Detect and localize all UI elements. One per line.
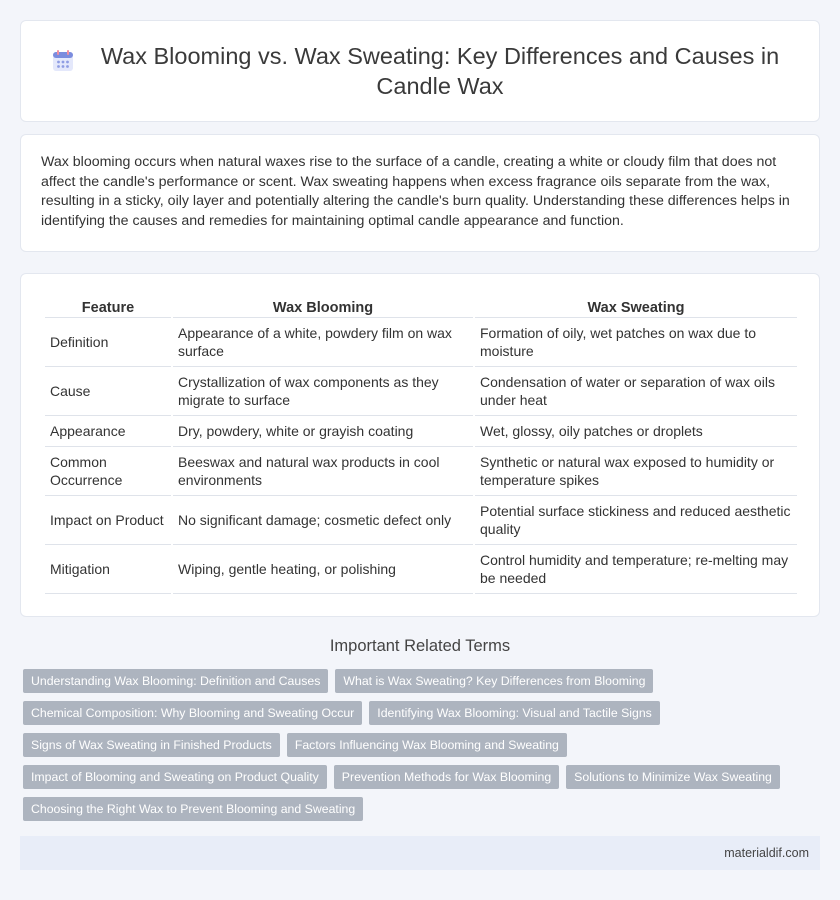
row-feature: Common Occurrence bbox=[45, 447, 171, 496]
row-sweating: Control humidity and temperature; re-melting may be needed bbox=[475, 545, 797, 594]
table-row bbox=[45, 318, 797, 367]
row-sweating: Condensation of water or separation of wax oils under heat bbox=[475, 367, 797, 416]
row-sweating: Wet, glossy, oily patches or droplets bbox=[475, 416, 797, 447]
row-feature: Cause bbox=[45, 367, 171, 416]
table-header-row bbox=[45, 294, 797, 318]
related-term-link[interactable]: Identifying Wax Blooming: Visual and Tactile Signs bbox=[369, 701, 660, 725]
table-row bbox=[45, 447, 797, 496]
comparison-table-card bbox=[20, 273, 820, 617]
row-sweating: Potential surface stickiness and reduced aesthetic quality bbox=[475, 496, 797, 545]
calendar-icon bbox=[50, 48, 76, 74]
related-terms-list bbox=[23, 669, 813, 821]
intro-paragraph: Wax blooming occurs when natural waxes rise to the surface of a candle, creating a white or cloudy film that does not affect the candle's performance or scent. Wax sweating happens when excess fragrance oils separate from the wax, resulting in a sticky, oily layer and potentially altering the candle's burn quality. Understanding these differences helps in identifying the causes and remedies for maintaining optimal candle appearance and function. bbox=[41, 154, 790, 229]
row-blooming: Beeswax and natural wax products in cool environments bbox=[173, 447, 473, 496]
related-term-link[interactable]: Impact of Blooming and Sweating on Product Quality bbox=[23, 765, 327, 789]
related-term-link[interactable]: Signs of Wax Sweating in Finished Products bbox=[23, 733, 280, 757]
row-blooming: Wiping, gentle heating, or polishing bbox=[173, 545, 473, 594]
table-row bbox=[45, 367, 797, 416]
row-blooming: No significant damage; cosmetic defect only bbox=[173, 496, 473, 545]
header-wax-sweating: Wax Sweating bbox=[475, 294, 797, 318]
related-term-link[interactable]: Prevention Methods for Wax Blooming bbox=[334, 765, 559, 789]
comparison-table bbox=[43, 294, 799, 594]
related-term-link[interactable]: What is Wax Sweating? Key Differences from Blooming bbox=[335, 669, 653, 693]
row-feature: Definition bbox=[45, 318, 171, 367]
row-sweating: Synthetic or natural wax exposed to humidity or temperature spikes bbox=[475, 447, 797, 496]
row-sweating: Formation of oily, wet patches on wax due to moisture bbox=[475, 318, 797, 367]
page-title: Wax Blooming vs. Wax Sweating: Key Differences and Causes in Candle Wax bbox=[100, 43, 780, 99]
header-feature: Feature bbox=[45, 294, 171, 318]
related-term-link[interactable]: Chemical Composition: Why Blooming and Sweating Occur bbox=[23, 701, 362, 725]
row-blooming: Appearance of a white, powdery film on wax surface bbox=[173, 318, 473, 367]
row-feature: Appearance bbox=[45, 416, 171, 447]
footer bbox=[20, 836, 820, 870]
table-row bbox=[45, 496, 797, 545]
related-terms-heading: Important Related Terms bbox=[329, 637, 511, 655]
table-row bbox=[45, 545, 797, 594]
row-blooming: Dry, powdery, white or grayish coating bbox=[173, 416, 473, 447]
header-wax-blooming: Wax Blooming bbox=[173, 294, 473, 318]
row-feature: Impact on Product bbox=[45, 496, 171, 545]
related-term-link[interactable]: Factors Influencing Wax Blooming and Sweating bbox=[287, 733, 567, 757]
intro-card bbox=[20, 134, 820, 252]
row-blooming: Crystallization of wax components as they migrate to surface bbox=[173, 367, 473, 416]
related-term-link[interactable]: Solutions to Minimize Wax Sweating bbox=[566, 765, 780, 789]
title-wrap bbox=[50, 41, 790, 101]
related-term-link[interactable]: Understanding Wax Blooming: Definition and Causes bbox=[23, 669, 328, 693]
row-feature: Mitigation bbox=[45, 545, 171, 594]
title-card bbox=[20, 20, 820, 122]
table-row bbox=[45, 416, 797, 447]
related-term-link[interactable]: Choosing the Right Wax to Prevent Blooming and Sweating bbox=[23, 797, 363, 821]
footer-site-name: materialdif.com bbox=[724, 846, 809, 860]
